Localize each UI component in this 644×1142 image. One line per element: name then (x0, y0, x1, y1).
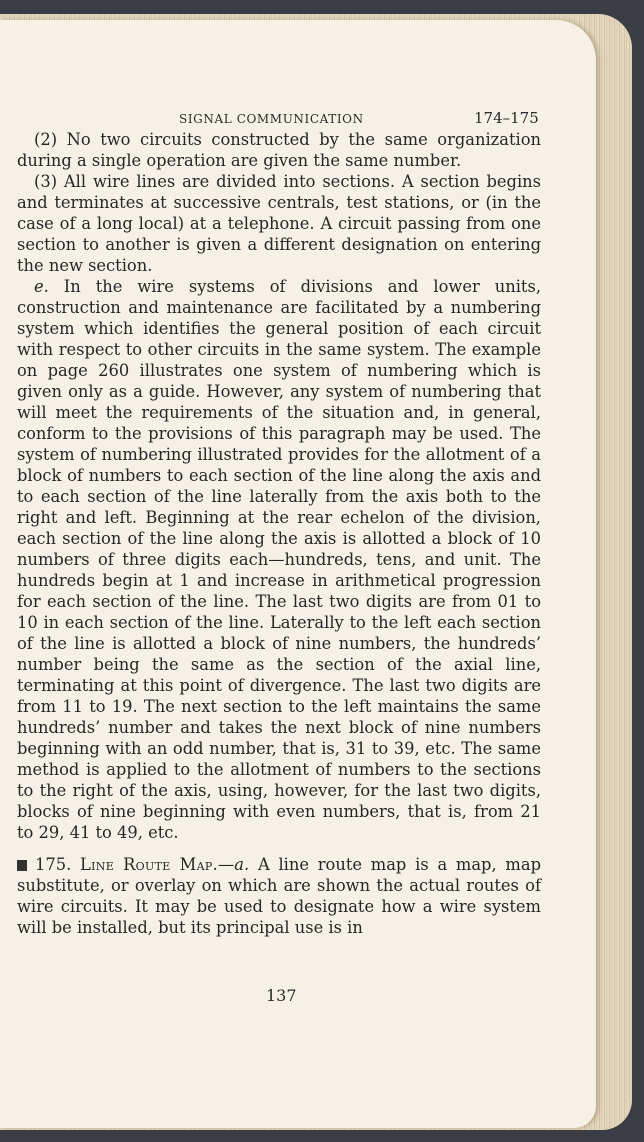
body-text (17, 129, 541, 938)
paragraph-e-letter: e. (34, 277, 49, 296)
running-head: SIGNAL COMMUNICATION (179, 112, 364, 126)
section-175 (17, 854, 541, 938)
paragraph-e (17, 276, 541, 843)
paragraph-e-text: In the wire systems of divisions and lower units, construction and maintenance are facilitated by a numbering system which identifies the general position of each circuit with respect to other circuits in the same system. The example on page 260 illustrates one system of numbering which is given only as a guide. However, any system of numbering that will meet the requirements of the situation and, in general, conform to the provisions of this paragraph may be used. The system of numbering illustrated provides for the allotment of a block of numbers to each section of the line along the axis and to each section of the line laterally from the axis both to the right and left. Beginning at the rear echelon of the division, each section of the line along the axis is allotted a block of 10 numbers of three digits each—hundreds, tens, and unit. The hundreds begin at 1 and increase in arithmetical progression for each section of the line. The last two digits are from 01 to 10 in each section of the line. Laterally to the left each section of the line is allotted a block of nine numbers, the hundreds’ number being the same as the section of the axial line, terminating at this point of divergence. The last two digits are from 11 to 19. The next section to the left maintains the same hundreds’ number and takes the next block of nine numbers beginning with an odd number, that is, 31 to 39, etc. The same method is applied to the allotment of numbers to the sections to the right of the axis, using, however, for the last two digits, blocks of nine beginning with even numbers, that is, from 21 to 29, 41 to 49, etc. (17, 277, 541, 842)
section-title: Line Route Map. (80, 855, 218, 874)
page-header (0, 109, 596, 131)
paragraph-3: (3) All wire lines are divided into sections. A section begins and terminates at successive centrals, test stations, or (in the case of a long local) at a telephone. A circuit passing from one section to another is given a different designation on entering the new section. (17, 172, 541, 275)
section-dash: — (218, 855, 235, 874)
section-text: A line route map is a map, map substitute, or overlay on which are shown the actual routes of wire circuits. It may be used to designate how a wire system will be installed, but its principal use is in (17, 855, 541, 937)
page-number: 137 (266, 986, 297, 1005)
paragraph-2: (2) No two circuits constructed by the same organization during a single operation are given the same number. (17, 130, 541, 170)
paragraph-range: 174–175 (474, 109, 539, 127)
section-letter: a. (234, 855, 250, 874)
section-marker-icon (17, 860, 27, 871)
section-number: 175. (35, 855, 72, 874)
